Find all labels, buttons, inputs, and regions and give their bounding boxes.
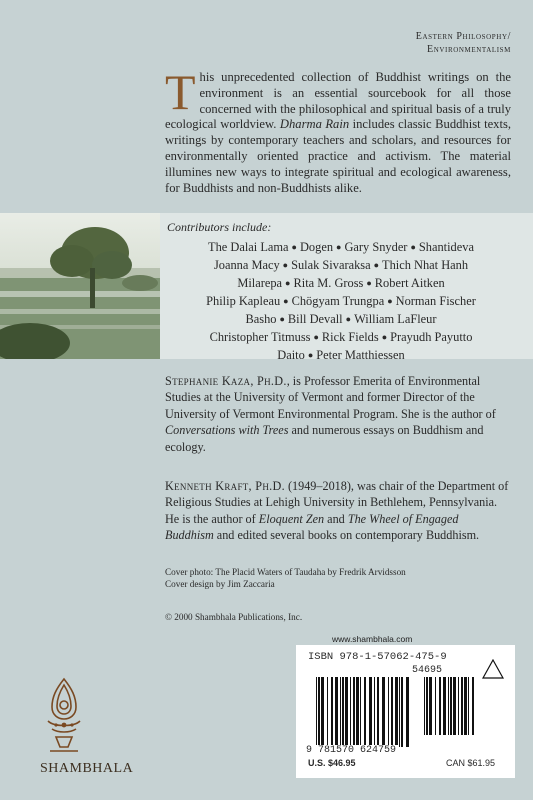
barcode-bar bbox=[461, 677, 463, 735]
barcode-bar bbox=[468, 677, 469, 735]
bullet-icon: ● bbox=[381, 332, 388, 342]
barcode-bar bbox=[335, 677, 338, 747]
barcode-bar bbox=[316, 677, 317, 747]
barcode-bar bbox=[406, 677, 409, 747]
contributor: The Dalai Lama bbox=[208, 240, 289, 254]
barcode-bars bbox=[306, 677, 506, 751]
barcode-bar bbox=[426, 677, 428, 735]
contributor: Dogen bbox=[299, 240, 334, 254]
bio-text: and edited several books on contemporary Buddhism. bbox=[216, 528, 480, 543]
barcode-bar bbox=[350, 677, 351, 747]
barcode-bar bbox=[318, 677, 320, 747]
drop-cap: T bbox=[165, 64, 196, 120]
bio-stephanie-kaza bbox=[165, 373, 509, 455]
intro-text-1: his unprecedented collection of Buddhist writings on the environment is an essential sourcebook for all those concerned with the philosophical and spiritual basis of a truly ecological worldview. bbox=[165, 70, 511, 132]
bullet-icon: ● bbox=[291, 242, 297, 252]
bullet-icon: ● bbox=[373, 260, 380, 270]
book-title: Conversations with Trees bbox=[165, 423, 289, 438]
price-can: CAN $61.95 bbox=[446, 758, 496, 768]
contributor: Basho bbox=[245, 312, 277, 326]
category-label bbox=[416, 30, 511, 56]
bullet-icon: ● bbox=[313, 332, 319, 342]
contributor: Rita M. Gross bbox=[293, 276, 364, 290]
barcode-bar bbox=[345, 677, 348, 747]
bio-text: , is Professor Emerita of Environmental Studies at the University of Vermont and former Director of the University of Vermont Environmental Program. She is the author of bbox=[165, 374, 496, 421]
isbn-text: ISBN 978-1-57062-475-9 bbox=[308, 651, 447, 663]
bullet-icon: ● bbox=[387, 296, 393, 306]
book-title: Eloquent Zen bbox=[258, 511, 325, 526]
category-line-1: Eastern Philosophy/ bbox=[415, 31, 511, 42]
cover-photo bbox=[0, 213, 160, 359]
barcode-bar bbox=[453, 677, 456, 735]
contributor-line bbox=[167, 238, 515, 256]
contributor: Daito bbox=[277, 348, 305, 362]
contributor: Rick Fields bbox=[321, 330, 379, 344]
bullet-icon: ● bbox=[282, 260, 289, 270]
barcode-bar bbox=[388, 677, 389, 747]
barcode-bar bbox=[342, 677, 344, 747]
contributor: Norman Fischer bbox=[395, 294, 476, 308]
shambhala-logo-icon bbox=[42, 675, 86, 759]
triangle-icon bbox=[482, 659, 504, 679]
barcode-bar bbox=[374, 677, 375, 747]
copyright: © 2000 Shambhala Publications, Inc. bbox=[165, 612, 303, 622]
intro-text-2: includes classic Buddhist texts, writings by contemporary teachers and scholars, and resources for environmentally oriented practice and activism. The material illumines new ways to integrate spiritual and ecological awareness, for Buddhists and non-Buddhists alike. bbox=[165, 117, 512, 195]
barcode-bar bbox=[353, 677, 355, 747]
barcode-bar bbox=[439, 677, 441, 735]
contributor: Bill Devall bbox=[287, 312, 343, 326]
barcode-bar bbox=[395, 677, 398, 747]
design-credit: Cover design by Jim Zaccaria bbox=[165, 578, 275, 589]
barcode-bar bbox=[472, 677, 474, 735]
barcode-bar bbox=[448, 677, 449, 735]
contributor: Thich Nhat Hanh bbox=[382, 258, 469, 272]
author-name: Kenneth Kraft, Ph.D. bbox=[165, 479, 285, 493]
barcode-box bbox=[296, 645, 515, 778]
contributor-line bbox=[167, 274, 515, 292]
author-name: Stephanie Kaza, Ph.D. bbox=[165, 374, 287, 388]
contributor: Peter Matthiessen bbox=[316, 348, 405, 362]
barcode-bar bbox=[391, 677, 393, 747]
barcode-bar bbox=[364, 677, 366, 747]
barcode-bar bbox=[464, 677, 467, 735]
contributor-line bbox=[167, 346, 515, 364]
bullet-icon: ● bbox=[345, 314, 352, 324]
cover-credits bbox=[165, 567, 406, 590]
contributors-list bbox=[167, 218, 515, 364]
barcode-bar bbox=[435, 677, 436, 735]
intro-book-title: Dharma Rain bbox=[279, 117, 350, 132]
barcode-bar bbox=[369, 677, 372, 747]
bio-text: and numerous essays on Buddhism and ecology. bbox=[165, 423, 484, 454]
bio-kenneth-kraft bbox=[165, 478, 509, 544]
contributor-line bbox=[167, 328, 515, 346]
bio-text: (1949–2018), was chair of the Department of Religious Studies at Lehigh University in Bethlehem, Pennsylvania. He is the author of bbox=[165, 479, 509, 526]
contributors-heading: Contributors include: bbox=[167, 220, 272, 234]
contributor-line bbox=[167, 256, 515, 274]
bullet-icon: ● bbox=[336, 242, 342, 252]
bullet-icon: ● bbox=[410, 242, 416, 252]
category-line-2: Environmentalism bbox=[427, 44, 511, 55]
barcode-bar bbox=[443, 677, 446, 735]
book-title: The Wheel of Engaged Buddhism bbox=[165, 511, 459, 543]
addon-number: 54695 bbox=[412, 665, 443, 676]
contributor: Prayudh Payutto bbox=[390, 330, 473, 344]
bullet-icon: ● bbox=[366, 278, 372, 288]
bio-text: and bbox=[327, 511, 345, 526]
barcode-bar bbox=[331, 677, 333, 747]
price-us: U.S. $46.95 bbox=[308, 758, 356, 768]
barcode-bar bbox=[340, 677, 341, 747]
barcode-bar bbox=[424, 677, 425, 735]
contributor: Joanna Macy bbox=[213, 258, 280, 272]
barcode-bar bbox=[450, 677, 452, 735]
barcode-bar bbox=[356, 677, 359, 747]
bullet-icon: ● bbox=[285, 278, 291, 288]
contributor: Robert Aitken bbox=[374, 276, 445, 290]
barcode-bar bbox=[377, 677, 379, 747]
bullet-icon: ● bbox=[307, 350, 314, 360]
publisher-logo-text: SHAMBHALA bbox=[40, 761, 134, 776]
barcode-bar bbox=[458, 677, 459, 735]
contributor: Christopher Titmuss bbox=[209, 330, 311, 344]
barcode-bar bbox=[401, 677, 403, 747]
barcode-bar bbox=[360, 677, 361, 747]
contributor-line bbox=[167, 310, 515, 328]
barcode-bar bbox=[429, 677, 432, 735]
intro-paragraph bbox=[165, 64, 512, 196]
contributor: William LaFleur bbox=[354, 312, 437, 326]
contributor: Sulak Sivaraksa bbox=[291, 258, 371, 272]
barcode-digits: 9 781570 624759 bbox=[306, 745, 397, 756]
bullet-icon: ● bbox=[283, 296, 289, 306]
contributor: Chögyam Trungpa bbox=[291, 294, 385, 308]
contributor-line bbox=[167, 292, 515, 310]
barcode-bar bbox=[399, 677, 400, 747]
barcode-bar bbox=[327, 677, 328, 747]
contributor: Shantideva bbox=[418, 240, 474, 254]
contributor: Milarepa bbox=[237, 276, 283, 290]
bullet-icon: ● bbox=[279, 314, 285, 324]
publisher-website: www.shambhala.com bbox=[332, 634, 413, 644]
barcode-bar bbox=[321, 677, 324, 747]
photo-credit: Cover photo: The Placid Waters of Taudaha by Fredrik Arvidsson bbox=[165, 567, 406, 577]
barcode-bar bbox=[382, 677, 385, 747]
contributor: Gary Snyder bbox=[344, 240, 408, 254]
contributor: Philip Kapleau bbox=[206, 294, 281, 308]
